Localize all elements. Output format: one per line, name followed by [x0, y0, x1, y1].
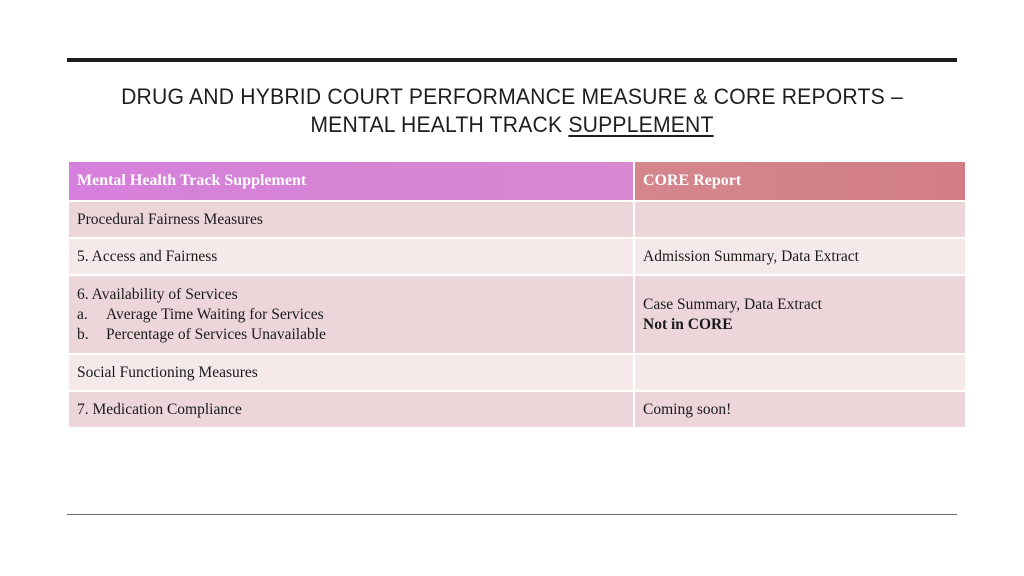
table-header-row — [68, 161, 966, 201]
top-rule — [67, 58, 957, 62]
measure-availability-services — [68, 275, 634, 354]
table-row — [68, 391, 966, 428]
core-report-medication: Coming soon! — [634, 391, 966, 428]
title-line-2 — [94, 111, 931, 139]
header-mental-health-track: Mental Health Track Supplement — [68, 161, 634, 201]
slide-title — [94, 83, 931, 139]
table-row — [68, 238, 966, 275]
measure-access-fairness: 5. Access and Fairness — [68, 238, 634, 275]
table-row — [68, 275, 966, 354]
table-cell — [634, 354, 966, 391]
table-row — [68, 201, 966, 238]
title-line-2-prefix: MENTAL HEALTH TRACK — [310, 112, 563, 137]
measure-medication-compliance: 7. Medication Compliance — [68, 391, 634, 428]
section-procedural-fairness: Procedural Fairness Measures — [68, 201, 634, 238]
measures-table — [67, 160, 967, 429]
core-report-availability — [634, 275, 966, 354]
list-item: b. Percentage of Services Unavailable — [77, 325, 326, 343]
title-line-1: DRUG AND HYBRID COURT PERFORMANCE MEASURE & CORE REPORTS – — [121, 84, 903, 109]
table-row — [68, 354, 966, 391]
title-line-2-underlined: SUPPLEMENT — [568, 112, 714, 137]
header-core-report: CORE Report — [634, 161, 966, 201]
list-item: a. Average Time Waiting for Services — [77, 305, 324, 323]
case-summary-text: Case Summary, Data Extract — [643, 295, 822, 313]
section-social-functioning: Social Functioning Measures — [68, 354, 634, 391]
availability-heading: 6. Availability of Services — [77, 285, 238, 303]
not-in-core-text: Not in CORE — [643, 315, 733, 333]
core-report-access-fairness: Admission Summary, Data Extract — [634, 238, 966, 275]
bottom-rule — [67, 514, 957, 515]
table-cell — [634, 201, 966, 238]
